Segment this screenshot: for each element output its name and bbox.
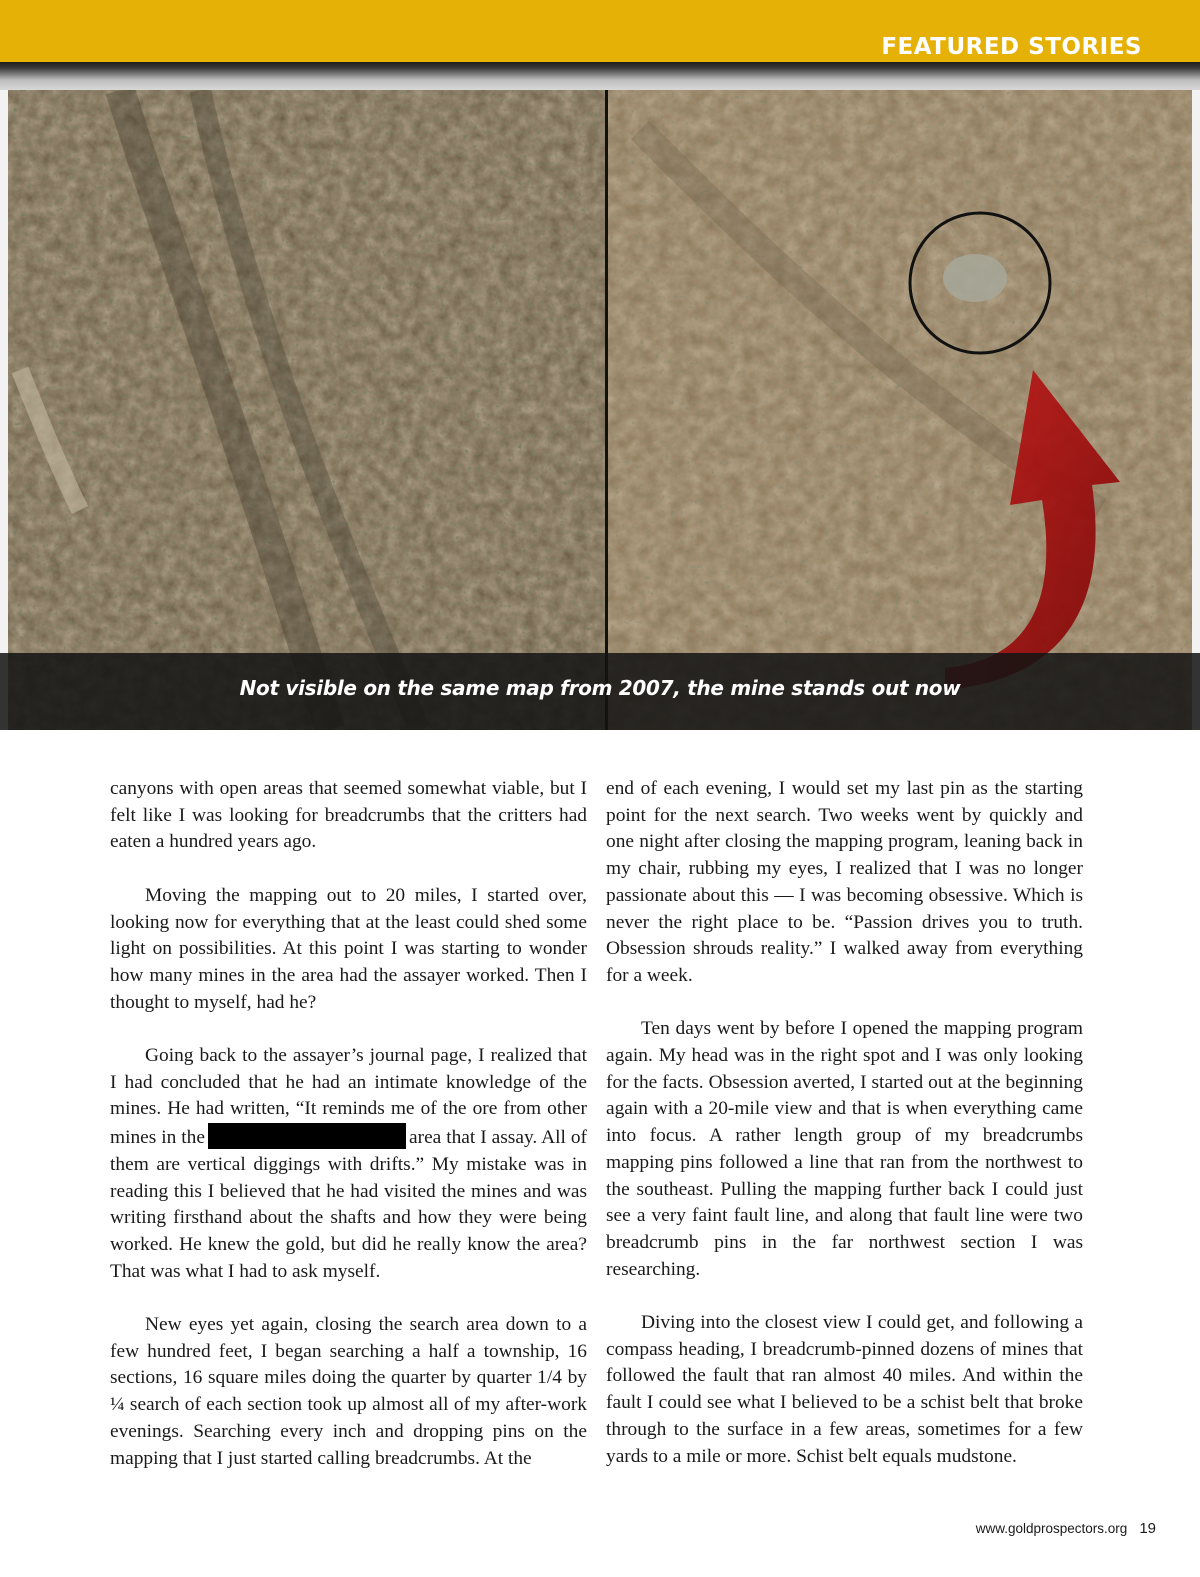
- right-aerial-image: [608, 90, 1192, 730]
- paragraph-text: area that I assay. All of them are vertical diggings with drifts.” My mistake was in reading this I believed that he had visited the mines and was writing firsthand about the shafts and how they were being worked. He knew the gold, but did he really know the area? That was what I had to ask myself.: [110, 1127, 587, 1282]
- article-column-right: [606, 776, 1083, 1497]
- paragraph-text: Going back to the assayer’s journal page, I realized that I had concluded that he had an intimate knowledge of the mines. He had written, “It reminds me of the ore from other mines in the: [110, 1045, 587, 1149]
- paragraph: canyons with open areas that seemed somewhat viable, but I felt like I was looking for breadcrumbs that the critters had eaten a hundred years ago.: [110, 778, 587, 853]
- header-divider: [0, 62, 1200, 90]
- redaction-bar: [208, 1123, 406, 1149]
- paragraph: Moving the mapping out to 20 miles, I started over, looking now for everything that at the least could shed some light on possibilities. At this point I was starting to wonder how many mines in the area had the assayer worked. Then I thought to myself, had he?: [110, 884, 587, 1013]
- footer-url[interactable]: www.goldprospectors.org: [975, 1521, 1128, 1536]
- paragraph: Ten days went by before I opened the mapping program again. My head was in the right spot and I was only looking for the facts. Obsession averted, I started out at the beginning again with a 20-mile view and that is when everything came into focus. A rather length group of my breadcrumbs mapping pins followed a line that ran from the northwest to the southeast. Pulling the mapping further back I could just see a very faint fault line, and along that fault line were two breadcrumb pins in the far northwest section I was researching.: [606, 1018, 1083, 1280]
- image-separator: [605, 90, 608, 730]
- page-number: 19: [1139, 1520, 1156, 1537]
- article-column-left: [110, 776, 587, 1499]
- paragraph: Diving into the closest view I could get, and following a compass heading, I breadcrumb-pinned dozens of mines that followed the fault that ran almost 40 miles. And within the fault I could see what I believed to be a schist belt that broke through to the surface in a few areas, sometimes for a few yards to a mile or more. Schist belt equals mudstone.: [606, 1312, 1083, 1467]
- paragraph: end of each evening, I would set my last pin as the starting point for the next search. Two weeks went by quickly and one night after closing the mapping program, leaning back in my chair, rubbing my eyes, I realized that I was no longer passionate about this — I was becoming obsessive. Which is never the right place to be. “Passion drives you to truth. Obsession shrouds reality.” I walked away from everything for a week.: [606, 778, 1083, 986]
- mine-site: [943, 254, 1007, 302]
- paragraph: New eyes yet again, closing the search area down to a few hundred feet, I began searching a half a township, 16 sections, 16 square miles doing the quarter by quarter 1/4 by ¼ search of each section took up almost all of my after-work evenings. Searching every inch and dropping pins on the mapping that I just started calling breadcrumbs. At the: [110, 1314, 587, 1469]
- aerial-photo-figure: [0, 90, 1200, 730]
- page-footer: [976, 1520, 1156, 1537]
- paragraph: [110, 1043, 587, 1285]
- section-label: FEATURED STORIES: [881, 34, 1142, 60]
- left-aerial-image: [8, 90, 605, 730]
- figure-caption: Not visible on the same map from 2007, the mine stands out now: [239, 676, 961, 700]
